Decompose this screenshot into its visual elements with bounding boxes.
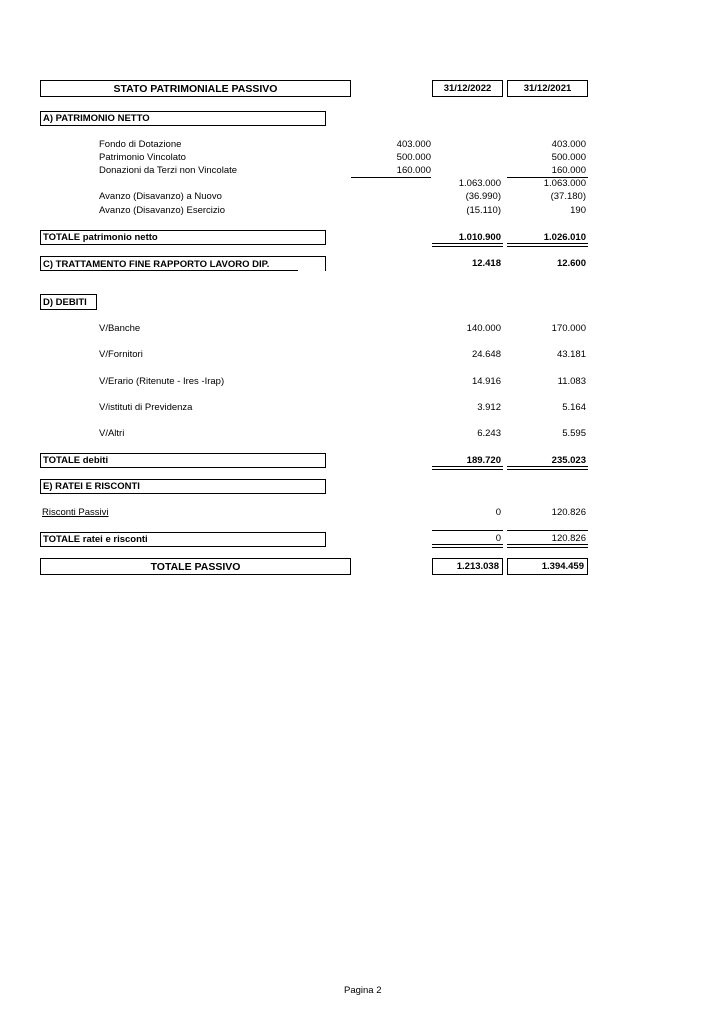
value-2022-erario: 14.916 bbox=[471, 376, 501, 387]
column-header-2022: 31/12/2022 bbox=[432, 80, 503, 97]
total-2021-patrimonio-netto: 1.026.010 bbox=[543, 232, 586, 243]
total-2022-ratei-risconti: 0 bbox=[495, 533, 501, 544]
value-2022-avanzo-esercizio: (15.110) bbox=[466, 205, 501, 216]
debiti-underline-2021-b bbox=[507, 469, 588, 470]
row-label-fondo-dotazione: Fondo di Dotazione bbox=[99, 139, 182, 150]
value-2022-altri: 6.243 bbox=[477, 428, 501, 439]
subtotal-2021: 1.063.000 bbox=[543, 178, 586, 189]
row-label-avanzo-esercizio: Avanzo (Disavanzo) Esercizio bbox=[99, 205, 226, 216]
value-2021-fornitori: 43.181 bbox=[556, 349, 586, 360]
subtotal-divider-left bbox=[351, 177, 431, 178]
total-label-debiti: TOTALE debiti bbox=[40, 453, 326, 468]
value-2021-patrimonio-vincolato: 500.000 bbox=[551, 152, 586, 163]
column-header-2021: 31/12/2021 bbox=[507, 80, 588, 97]
total-underline-2022-b bbox=[432, 246, 503, 247]
value-2021-previdenza: 5.164 bbox=[562, 402, 586, 413]
page-title: STATO PATRIMONIALE PASSIVO bbox=[40, 80, 351, 97]
value-2021-avanzo-nuovo: (37.180) bbox=[550, 191, 586, 202]
section-heading-tfr: C) TRATTAMENTO FINE RAPPORTO LAVORO DIP. bbox=[40, 256, 326, 271]
section-heading-ratei-risconti: E) RATEI E RISCONTI bbox=[40, 479, 326, 494]
value-2022-previdenza: 3.912 bbox=[477, 402, 501, 413]
section-heading-patrimonio-netto: A) PATRIMONIO NETTO bbox=[40, 111, 326, 126]
row-label-patrimonio-vincolato: Patrimonio Vincolato bbox=[99, 152, 186, 163]
sub-value-fondo-dotazione: 403.000 bbox=[396, 139, 431, 150]
row-label-previdenza: V/istituti di Previdenza bbox=[99, 402, 193, 413]
debiti-underline-2022-b bbox=[432, 469, 503, 470]
ratei-underline-2022-a bbox=[432, 544, 503, 545]
value-2022-avanzo-nuovo: (36.990) bbox=[465, 191, 501, 202]
total-underline-2021-b bbox=[507, 246, 588, 247]
ratei-underline-2022-b bbox=[432, 547, 503, 548]
value-2021-fondo-dotazione: 403.000 bbox=[551, 139, 586, 150]
value-2022-banche: 140.000 bbox=[466, 323, 501, 334]
section-heading-debiti: D) DEBITI bbox=[40, 294, 97, 310]
debiti-underline-2021-a bbox=[507, 466, 588, 467]
ratei-underline-2021-a bbox=[507, 544, 588, 545]
grand-total-label: TOTALE PASSIVO bbox=[40, 558, 351, 575]
sub-value-patrimonio-vincolato: 500.000 bbox=[396, 152, 431, 163]
grand-total-2022: 1.213.038 bbox=[432, 558, 503, 575]
value-2022-risconti-passivi: 0 bbox=[495, 507, 501, 518]
page-number: Pagina 2 bbox=[344, 985, 382, 996]
value-2022-tfr: 12.418 bbox=[471, 258, 501, 269]
total-label-ratei-risconti: TOTALE ratei e risconti bbox=[40, 532, 326, 547]
value-2021-banche: 170.000 bbox=[551, 323, 586, 334]
ratei-overline-2022 bbox=[432, 530, 503, 531]
row-label-donazioni: Donazioni da Terzi non Vincolate bbox=[99, 165, 238, 176]
row-label-altri: V/Altri bbox=[99, 428, 125, 439]
sub-value-donazioni: 160.000 bbox=[396, 165, 431, 176]
row-label-risconti-passivi: Risconti Passivi bbox=[42, 507, 109, 518]
total-2022-patrimonio-netto: 1.010.900 bbox=[458, 232, 501, 243]
total-2022-debiti: 189.720 bbox=[466, 455, 501, 466]
value-2021-avanzo-esercizio: 190 bbox=[570, 205, 586, 216]
subtotal-2022: 1.063.000 bbox=[458, 178, 501, 189]
total-underline-2022-a bbox=[432, 243, 503, 244]
value-2021-tfr: 12.600 bbox=[556, 258, 586, 269]
total-2021-debiti: 235.023 bbox=[551, 455, 586, 466]
value-2021-altri: 5.595 bbox=[562, 428, 586, 439]
value-2021-donazioni: 160.000 bbox=[551, 165, 586, 176]
tfr-bottom-border bbox=[40, 270, 298, 271]
total-underline-2021-a bbox=[507, 243, 588, 244]
value-2022-fornitori: 24.648 bbox=[471, 349, 501, 360]
debiti-underline-2022-a bbox=[432, 466, 503, 467]
ratei-overline-2021 bbox=[507, 530, 588, 531]
value-2021-risconti-passivi: 120.826 bbox=[551, 507, 586, 518]
value-2021-erario: 11.083 bbox=[557, 376, 586, 387]
row-label-avanzo-nuovo: Avanzo (Disavanzo) a Nuovo bbox=[99, 191, 222, 202]
row-label-fornitori: V/Fornitori bbox=[99, 349, 143, 360]
row-label-banche: V/Banche bbox=[99, 323, 141, 334]
grand-total-2021: 1.394.459 bbox=[507, 558, 588, 575]
row-label-erario: V/Erario (Ritenute - Ires -Irap) bbox=[99, 376, 225, 387]
total-2021-ratei-risconti: 120.826 bbox=[551, 533, 586, 544]
total-label-patrimonio-netto: TOTALE patrimonio netto bbox=[40, 230, 326, 245]
ratei-underline-2021-b bbox=[507, 547, 588, 548]
